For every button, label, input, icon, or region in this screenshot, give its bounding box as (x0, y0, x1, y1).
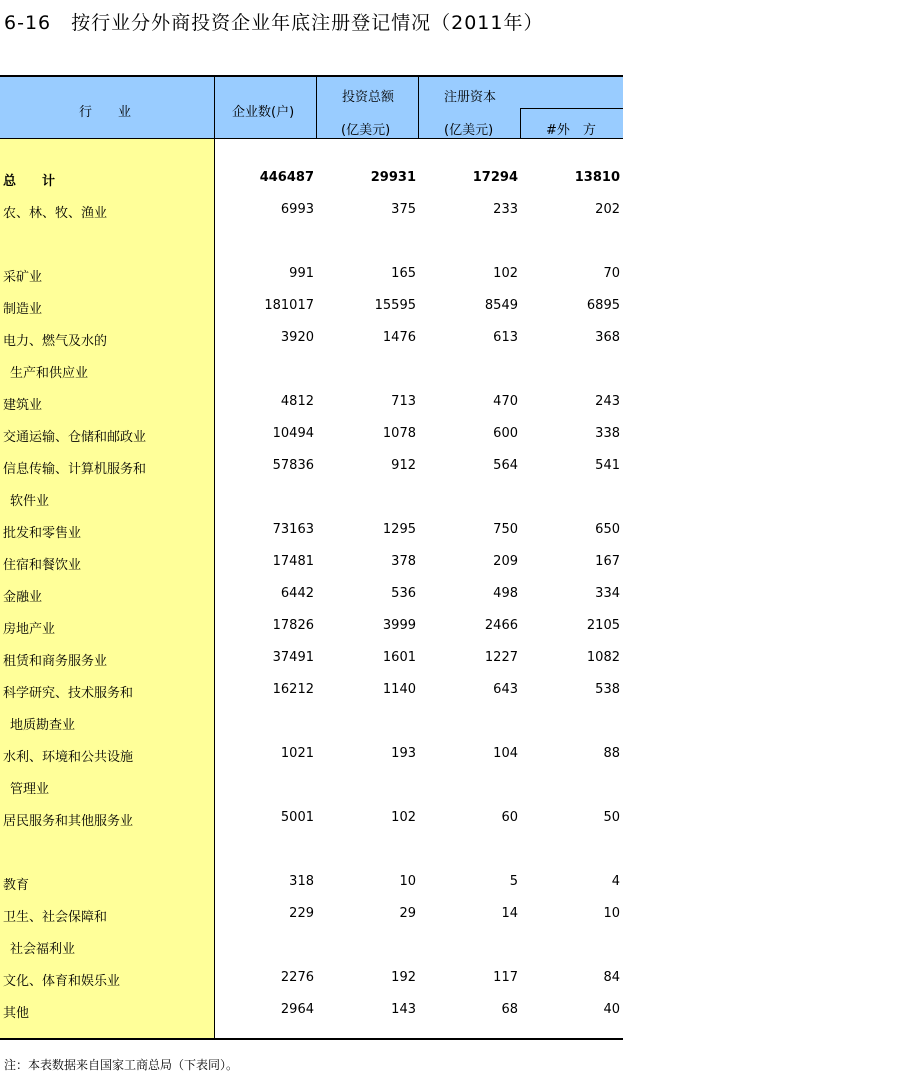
table-row (0, 579, 623, 611)
cell-foreign: 10 (603, 906, 620, 921)
cell-foreign: 202 (595, 202, 620, 217)
cell-registered: 564 (493, 458, 518, 473)
table-row (0, 419, 623, 451)
table-body (0, 139, 623, 1040)
table-row (0, 355, 623, 387)
cell-foreign: 368 (595, 330, 620, 345)
cell-registered: 233 (493, 202, 518, 217)
table-row (0, 739, 623, 771)
cell-enterprises: 10494 (272, 426, 314, 441)
cell-foreign: 334 (595, 586, 620, 601)
cell-foreign: 70 (603, 266, 620, 281)
table-row (0, 451, 623, 483)
row-label: 信息传输、计算机服务和 (3, 462, 147, 477)
table-row (0, 259, 623, 291)
header-foreign: #外 方 (546, 123, 596, 138)
table-row (0, 995, 623, 1027)
table-row (0, 867, 623, 899)
table-row (0, 163, 623, 195)
cell-enterprises: 17481 (272, 554, 314, 569)
header-divider (214, 77, 215, 139)
header-enterprises: 企业数(户) (232, 105, 295, 120)
row-label: 制造业 (3, 302, 43, 317)
row-label: 科学研究、技术服务和 (3, 686, 134, 701)
cell-enterprises: 318 (289, 874, 314, 889)
table-row (0, 835, 623, 867)
header-investment-unit: (亿美元) (341, 123, 391, 138)
table-row (0, 803, 623, 835)
row-label: 其他 (3, 1006, 30, 1021)
cell-foreign: 541 (595, 458, 620, 473)
table-row (0, 195, 623, 227)
table-row (0, 515, 623, 547)
cell-registered: 1227 (484, 650, 518, 665)
row-label: 批发和零售业 (3, 526, 82, 541)
cell-registered: 2466 (484, 618, 518, 633)
cell-foreign: 338 (595, 426, 620, 441)
table-header (0, 75, 623, 139)
cell-investment: 378 (391, 554, 416, 569)
cell-foreign: 167 (595, 554, 620, 569)
row-label: 金融业 (3, 590, 43, 605)
cell-investment: 192 (391, 970, 416, 985)
table-row (0, 643, 623, 675)
cell-investment: 10 (399, 874, 416, 889)
cell-foreign: 84 (603, 970, 620, 985)
row-label: 农、林、牧、渔业 (3, 206, 108, 221)
cell-investment: 713 (391, 394, 416, 409)
cell-enterprises: 3920 (280, 330, 314, 345)
table-row (0, 227, 623, 259)
row-label: 居民服务和其他服务业 (3, 814, 134, 829)
cell-foreign: 650 (595, 522, 620, 537)
row-label: 住宿和餐饮业 (3, 558, 82, 573)
cell-investment: 193 (391, 746, 416, 761)
cell-enterprises: 2964 (280, 1002, 314, 1017)
cell-investment: 143 (391, 1002, 416, 1017)
cell-foreign: 243 (595, 394, 620, 409)
cell-foreign: 88 (603, 746, 620, 761)
row-label: 水利、环境和公共设施 (3, 750, 134, 765)
cell-investment: 1601 (382, 650, 416, 665)
cell-enterprises: 991 (289, 266, 314, 281)
cell-foreign: 50 (603, 810, 620, 825)
header-divider (418, 77, 419, 139)
row-label: 交通运输、仓储和邮政业 (3, 430, 147, 445)
table-row (0, 291, 623, 323)
row-label: 管理业 (10, 782, 50, 797)
table-row (0, 547, 623, 579)
header-registered: 注册资本 (444, 90, 497, 105)
cell-enterprises: 73163 (272, 522, 314, 537)
cell-registered: 17294 (472, 170, 518, 185)
cell-registered: 5 (509, 874, 518, 889)
cell-enterprises: 446487 (259, 170, 314, 185)
cell-enterprises: 37491 (272, 650, 314, 665)
row-label: 社会福利业 (10, 942, 76, 957)
cell-enterprises: 16212 (272, 682, 314, 697)
row-label: 电力、燃气及水的 (3, 334, 108, 349)
cell-enterprises: 181017 (264, 298, 314, 313)
row-label: 地质勘查业 (10, 718, 76, 733)
table-row (0, 899, 623, 931)
cell-investment: 375 (391, 202, 416, 217)
header-divider (316, 77, 317, 139)
cell-registered: 14 (501, 906, 518, 921)
table-rows (0, 163, 623, 1027)
header-industry: 行 业 (79, 105, 132, 120)
table-row (0, 387, 623, 419)
footnote: 注：本表数据来自国家工商总局（下表同）。 (4, 1058, 239, 1072)
page-title: 6-16 按行业分外商投资企业年底注册登记情况（2011年） (4, 12, 544, 34)
cell-investment: 3999 (382, 618, 416, 633)
cell-registered: 117 (493, 970, 518, 985)
table-row (0, 931, 623, 963)
row-label: 生产和供应业 (10, 366, 89, 381)
cell-enterprises: 5001 (280, 810, 314, 825)
cell-registered: 104 (493, 746, 518, 761)
cell-investment: 29931 (370, 170, 416, 185)
cell-enterprises: 2276 (280, 970, 314, 985)
cell-enterprises: 17826 (272, 618, 314, 633)
cell-foreign: 13810 (574, 170, 620, 185)
cell-registered: 498 (493, 586, 518, 601)
table-row (0, 675, 623, 707)
cell-enterprises: 6442 (280, 586, 314, 601)
cell-registered: 643 (493, 682, 518, 697)
row-label: 建筑业 (3, 398, 43, 413)
cell-foreign: 40 (603, 1002, 620, 1017)
cell-enterprises: 57836 (272, 458, 314, 473)
data-table (0, 75, 623, 1040)
header-subdivider (520, 108, 623, 109)
row-label: 教育 (3, 878, 30, 893)
cell-investment: 102 (391, 810, 416, 825)
table-row (0, 323, 623, 355)
cell-registered: 600 (493, 426, 518, 441)
cell-registered: 750 (493, 522, 518, 537)
cell-investment: 1078 (382, 426, 416, 441)
table-row (0, 963, 623, 995)
row-label: 采矿业 (3, 270, 43, 285)
cell-enterprises: 4812 (280, 394, 314, 409)
row-label: 租赁和商务服务业 (3, 654, 108, 669)
cell-investment: 1295 (382, 522, 416, 537)
header-divider (520, 108, 521, 139)
cell-registered: 60 (501, 810, 518, 825)
cell-investment: 165 (391, 266, 416, 281)
row-label: 软件业 (10, 494, 50, 509)
cell-investment: 1476 (382, 330, 416, 345)
cell-registered: 102 (493, 266, 518, 281)
cell-registered: 68 (501, 1002, 518, 1017)
table-row (0, 707, 623, 739)
cell-foreign: 6895 (586, 298, 620, 313)
table-row (0, 771, 623, 803)
cell-investment: 1140 (382, 682, 416, 697)
header-registered-unit: (亿美元) (444, 123, 494, 138)
row-label: 房地产业 (3, 622, 56, 637)
header-investment: 投资总额 (342, 90, 395, 105)
cell-investment: 29 (399, 906, 416, 921)
cell-foreign: 538 (595, 682, 620, 697)
cell-registered: 470 (493, 394, 518, 409)
cell-registered: 613 (493, 330, 518, 345)
cell-investment: 536 (391, 586, 416, 601)
row-label: 卫生、社会保障和 (3, 910, 108, 925)
cell-investment: 15595 (374, 298, 416, 313)
cell-foreign: 1082 (586, 650, 620, 665)
cell-foreign: 4 (611, 874, 620, 889)
cell-investment: 912 (391, 458, 416, 473)
row-label: 总 计 (3, 174, 56, 189)
cell-registered: 8549 (484, 298, 518, 313)
table-row (0, 611, 623, 643)
row-label: 文化、体育和娱乐业 (3, 974, 121, 989)
table-row (0, 483, 623, 515)
cell-enterprises: 6993 (280, 202, 314, 217)
cell-enterprises: 229 (289, 906, 314, 921)
cell-enterprises: 1021 (280, 746, 314, 761)
cell-registered: 209 (493, 554, 518, 569)
cell-foreign: 2105 (586, 618, 620, 633)
